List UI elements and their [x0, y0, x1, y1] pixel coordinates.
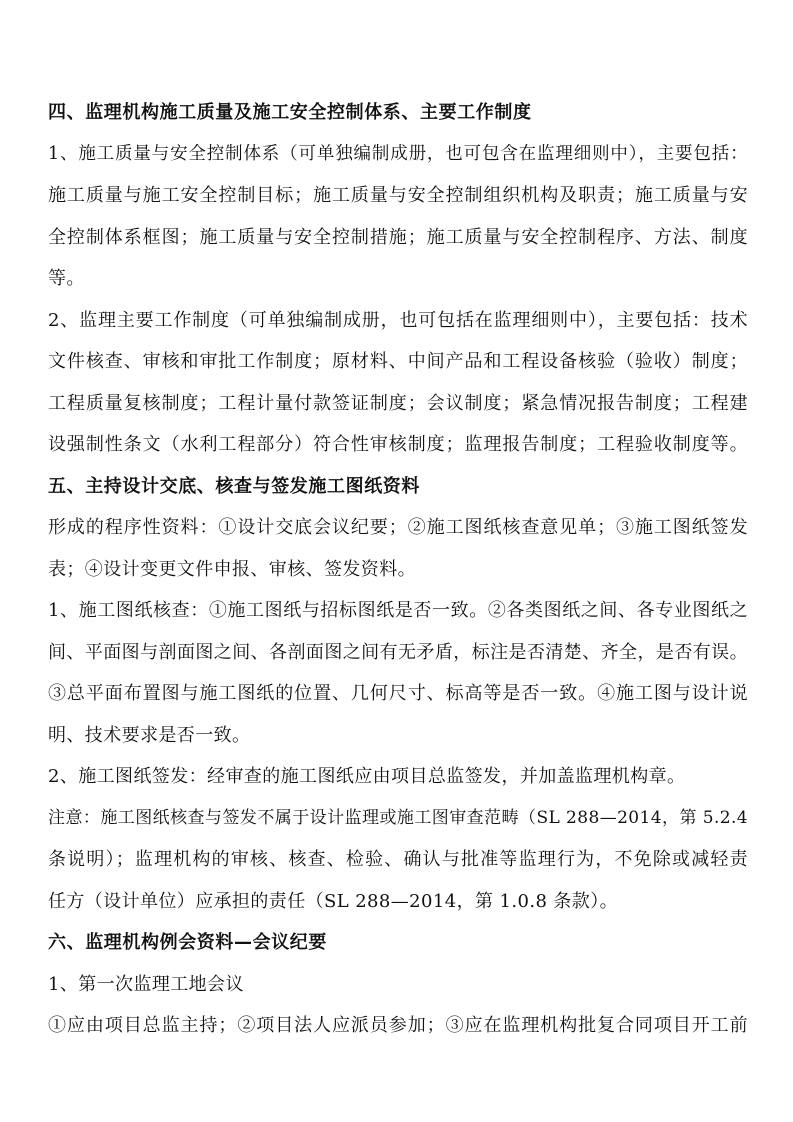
document-page	[48, 92, 748, 1047]
section-heading-4: 四、监理机构施工质量及施工安全控制体系、主要工作制度	[48, 102, 532, 123]
paragraph-line: 形成的程序性资料：①设计交底会议纪要；②施工图纸核查意见单；③施工图纸签发	[48, 517, 748, 538]
paragraph-line: 间、平面图与剖面图之间、各剖面图之间有无矛盾，标注是否清楚、齐全，是否有误。	[48, 641, 748, 663]
paragraph-line: 2、施工图纸签发：经审查的施工图纸应由项目总监签发，并加盖监理机构章。	[48, 766, 686, 787]
section-heading-6: 六、监理机构例会资料—会议纪要	[48, 932, 327, 953]
paragraph-line: 设强制性条文（水利工程部分）符合性审核制度；监理报告制度；工程验收制度等。	[48, 434, 748, 455]
paragraph-line: 明、技术要求是否一致。	[48, 724, 251, 746]
note-line: 任方（设计单位）应承担的责任（SL 288—2014，第 1.0.8 条款）。	[48, 890, 619, 912]
paragraph-line: 全控制体系框图；施工质量与安全控制措施；施工质量与安全控制程序、方法、制度	[48, 226, 748, 248]
note-line: 注意：施工图纸核查与签发不属于设计监理或施工图审查范畴（SL 288—2014，第 5.2.4	[48, 807, 748, 828]
paragraph-line: ①应由项目总监主持；②项目法人应派员参加；③应在监理机构批复合同项目开工前	[48, 1015, 748, 1036]
paragraph-line: 表；④设计变更文件申报、审核、签发资料。	[48, 558, 416, 580]
paragraph-line: 施工质量与施工安全控制目标；施工质量与安全控制组织机构及职责；施工质量与安	[48, 185, 748, 206]
paragraph-line: 等。	[48, 268, 85, 289]
paragraph-line: 1、施工质量与安全控制体系（可单独编制成册，也可包含在监理细则中），主要包括：	[48, 143, 748, 164]
paragraph-line: 2、监理主要工作制度（可单独编制成册，也可包括在监理细则中），主要包括：技术	[48, 309, 748, 331]
section-heading-5: 五、主持设计交底、核查与签发施工图纸资料	[48, 475, 420, 497]
note-line: 条说明）；监理机构的审核、核查、检验、确认与批准等监理行为，不免除或减轻责	[48, 849, 748, 870]
paragraph-line: 工程质量复核制度；工程计量付款签证制度；会议制度；紧急情况报告制度；工程建	[48, 392, 748, 414]
paragraph-line: ③总平面布置图与施工图纸的位置、几何尺寸、标高等是否一致。④施工图与设计说	[48, 683, 748, 704]
paragraph-line: 1、施工图纸核查：①施工图纸与招标图纸是否一致。②各类图纸之间、各专业图纸之	[48, 600, 748, 621]
paragraph-line: 文件核查、审核和审批工作制度；原材料、中间产品和工程设备核验（验收）制度；	[48, 351, 748, 372]
subheading-line: 1、第一次监理工地会议	[48, 973, 244, 995]
